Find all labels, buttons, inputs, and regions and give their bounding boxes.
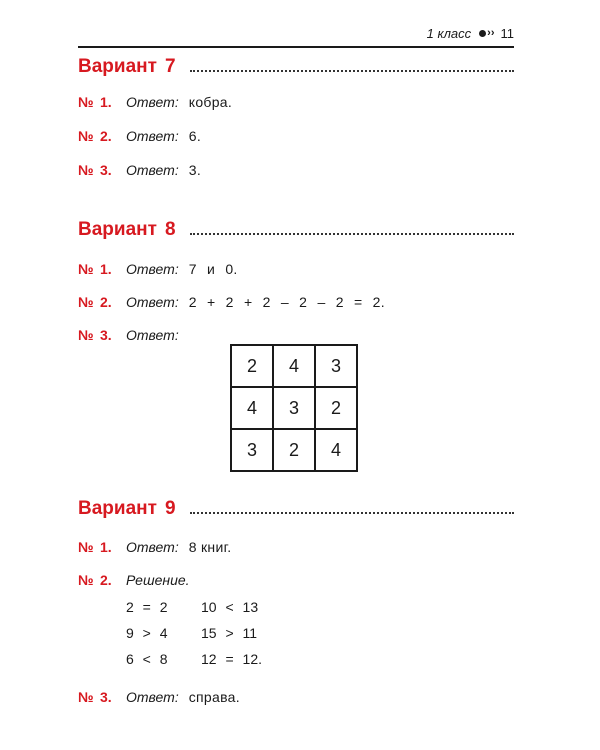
grid-row — [231, 345, 357, 387]
header-info — [427, 26, 514, 41]
solution-expr: 6 < 8 — [126, 651, 168, 667]
grid-cell: 3 — [231, 429, 273, 471]
variant-title: Вариант 8 — [78, 219, 176, 240]
bullet-arrows-icon: ›› — [479, 28, 494, 39]
magic-square-grid — [230, 344, 358, 472]
grid-cell: 3 — [315, 345, 357, 387]
solution-expr: 9 > 4 — [126, 625, 168, 641]
grid-cell: 3 — [273, 387, 315, 429]
solution-row — [126, 599, 258, 615]
solution-row — [126, 625, 257, 641]
variant-9-heading — [78, 498, 514, 520]
dotted-leader — [190, 233, 514, 235]
variant-title: Вариант 7 — [78, 56, 176, 77]
grid-cell: 4 — [315, 429, 357, 471]
grid-row — [231, 429, 357, 471]
task-item: № 3. Ответ: справа. — [78, 689, 240, 705]
solution-expr: 12 = 12. — [201, 651, 262, 667]
task-item: № 1. Ответ: 8 книг. — [78, 539, 232, 555]
variant-title: Вариант 9 — [78, 498, 176, 519]
page-number: 11 — [500, 26, 514, 41]
grid-row — [231, 387, 357, 429]
task-item: № 1. Ответ: кобра. — [78, 94, 233, 110]
task-item: № 2. Ответ: 6. — [78, 128, 202, 144]
variant-8-heading — [78, 219, 514, 241]
grid-cell: 4 — [231, 387, 273, 429]
task-item: № 1. Ответ: 7 и 0. — [78, 261, 238, 277]
solution-expr: 2 = 2 — [126, 599, 168, 615]
task-item: № 3. Ответ: 3. — [78, 162, 202, 178]
dotted-leader — [190, 70, 514, 72]
dotted-leader — [190, 512, 514, 514]
grade-label: 1 класс — [426, 26, 472, 41]
page-header — [78, 24, 514, 48]
solution-row — [126, 651, 262, 667]
solution-expr: 15 > 11 — [201, 625, 258, 641]
solution-expr: 10 < 13 — [201, 599, 259, 615]
grid-cell: 4 — [273, 345, 315, 387]
task-item: № 2. Ответ: 2 + 2 + 2 – 2 – 2 = 2. — [78, 294, 385, 310]
task-item: № 2. Решение. — [78, 572, 190, 588]
grid-cell: 2 — [315, 387, 357, 429]
grid-cell: 2 — [273, 429, 315, 471]
task-item: № 3. Ответ: — [78, 327, 179, 343]
variant-7-heading — [78, 56, 514, 78]
grid-cell: 2 — [231, 345, 273, 387]
